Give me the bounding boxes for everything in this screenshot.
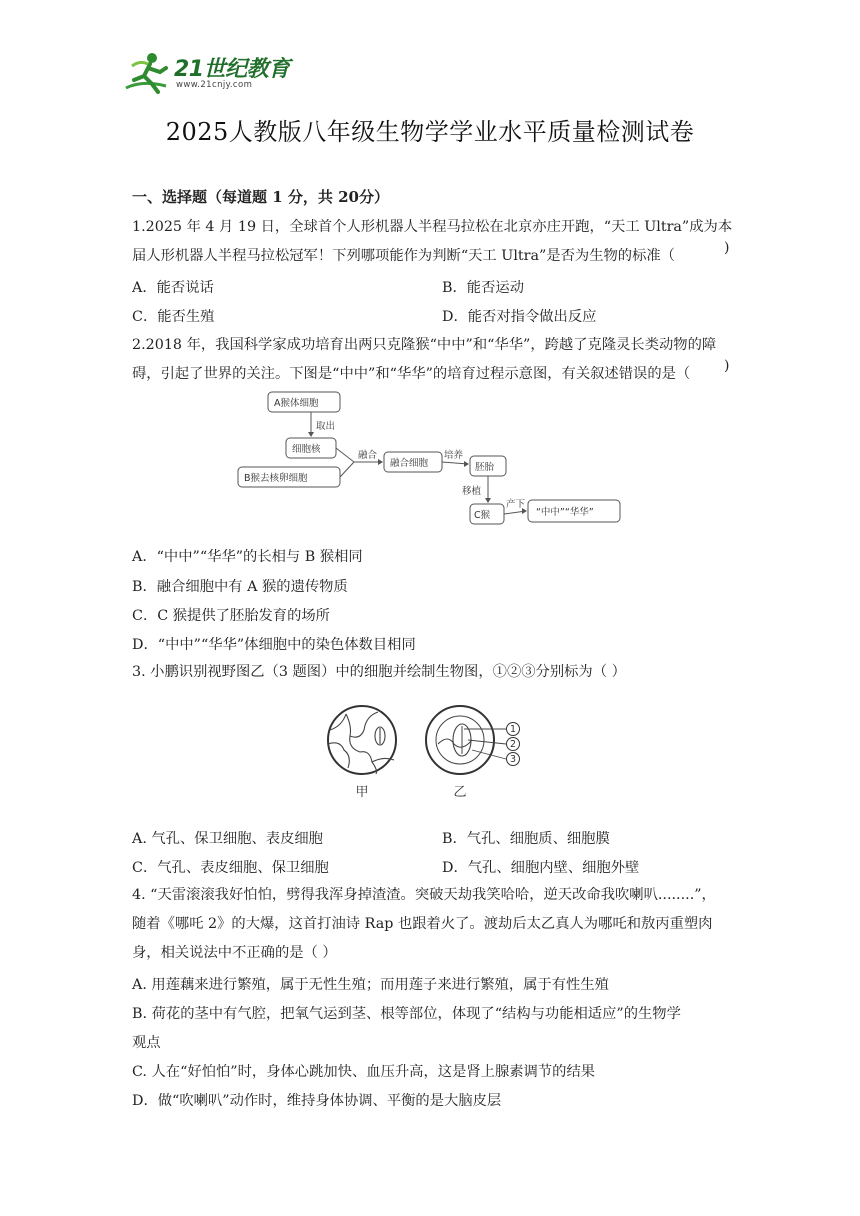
q4-stem-line3: 身，相关说法中不正确的是（ ） (132, 945, 337, 961)
label-fuse: 融合 (358, 450, 378, 461)
brand-name: 21世纪教育 (174, 57, 290, 82)
q3-stem-line1: 3. 小鹏识别视野图乙（3 题图）中的细胞并绘制生物图，①②③分别标为（ ） (132, 664, 626, 680)
label-embryo: 胚胎 (475, 462, 495, 473)
q2-option-c: C．C 猴提供了胚胎发育的场所 (132, 608, 330, 624)
q1-stem-line2: 届人形机器人半程马拉松冠军！下列哪项能作为判断“天工 Ultra”是否为生物的标准（ (132, 248, 675, 264)
cloning-process-diagram (232, 388, 632, 530)
q4-stem-line2: 随着《哪吒 2》的大爆，这首打油诗 Rap 也跟着火了。渡劫后太乙真人为哪吒和敖丙重塑肉 (132, 916, 713, 932)
q2-stem-line1: 2.2018 年，我国科学家成功培育出两只克隆猴“中中”和“华华”，跨越了克隆灵长类动物的障 (132, 337, 717, 353)
q1-option-c: C．能否生殖 (132, 309, 215, 325)
q4-stem-line1: 4. “天雷滚滚我好怕怕，劈得我浑身掉渣渣。突破天劫我笑哈哈，逆天改命我吹喇叭........”， (132, 887, 716, 903)
q4-option-d: D．做“吹喇叭”动作时，维持身体协调、平衡的是大脑皮层 (132, 1093, 502, 1109)
brand-url: www.21cnjy.com (176, 80, 253, 90)
q4-option-c: C. 人在“好怕怕”时，身体心跳加快、血压升高，这是肾上腺素调节的结果 (132, 1064, 596, 1080)
figure-jia-label: 甲 (355, 785, 369, 800)
q4-option-a: A. 用莲藕来进行繁殖，属于无性生殖；而用莲子来进行繁殖，属于有性生殖 (132, 977, 609, 993)
marker-1-label: 1 (509, 724, 517, 735)
q3-option-b: B．气孔、细胞质、细胞膜 (442, 831, 610, 847)
q2-option-a: A．“中中”“华华”的长相与 B 猴相同 (132, 549, 363, 565)
marker-2-label: 2 (509, 739, 517, 750)
q3-option-a: A. 气孔、保卫细胞、表皮细胞 (132, 831, 323, 847)
label-nucleus: 细胞核 (292, 444, 321, 455)
page-title: 2025人教版八年级生物学学业水平质量检测试卷 (165, 118, 695, 146)
q2-stem-line2: 碍，引起了世界的关注。下图是“中中”和“华华”的培育过程示意图，有关叙述错误的是（ (132, 366, 691, 382)
q2-option-d: D．“中中”“华华”体细胞中的染色体数目相同 (132, 637, 416, 653)
q3-option-c: C．气孔、表皮细胞、保卫细胞 (132, 860, 329, 876)
q2-option-b: B．融合细胞中有 A 猴的遗传物质 (132, 579, 348, 595)
q1-stem-line1: 1.2025 年 4 月 19 日，全球首个人形机器人半程马拉松在北京亦庄开跑，“天工 Ultra”成为本 (132, 219, 733, 235)
figure-yi (426, 706, 506, 774)
q1-option-d: D．能否对指令做出反应 (442, 309, 597, 325)
label-c-monkey: C猴 (474, 510, 491, 521)
figure-yi-label: 乙 (453, 785, 467, 800)
runner-logo-icon (122, 50, 174, 96)
q1-option-a: A．能否说话 (132, 280, 214, 296)
q2-paren: ) (724, 358, 730, 374)
section-heading: 一、选择题（每道题 1 分，共 20分） (132, 188, 389, 206)
label-result: “中中”“华华” (536, 507, 594, 518)
stomata-micrograph-figure (322, 700, 532, 804)
q1-paren: ) (724, 240, 730, 256)
brand-logo (122, 50, 302, 98)
label-a-cell: A猴体细胞 (274, 398, 319, 409)
label-transplant: 移植 (462, 486, 482, 497)
label-birth: 产下 (506, 499, 526, 510)
label-culture: 培养 (444, 450, 464, 461)
figure-jia (328, 706, 396, 774)
label-fused: 融合细胞 (390, 458, 429, 469)
marker-3-label: 3 (509, 754, 517, 765)
q4-option-b-line2: 观点 (132, 1035, 161, 1051)
label-take: 取出 (316, 421, 336, 432)
label-b-egg: B猴去核卵细胞 (244, 473, 308, 484)
q1-option-b: B．能否运动 (442, 280, 524, 296)
q4-option-b-line1: B. 荷花的茎中有气腔，把氧气运到茎、根等部位，体现了“结构与功能相适应”的生物学 (132, 1006, 681, 1022)
q3-option-d: D．气孔、细胞内壁、细胞外壁 (442, 860, 640, 876)
